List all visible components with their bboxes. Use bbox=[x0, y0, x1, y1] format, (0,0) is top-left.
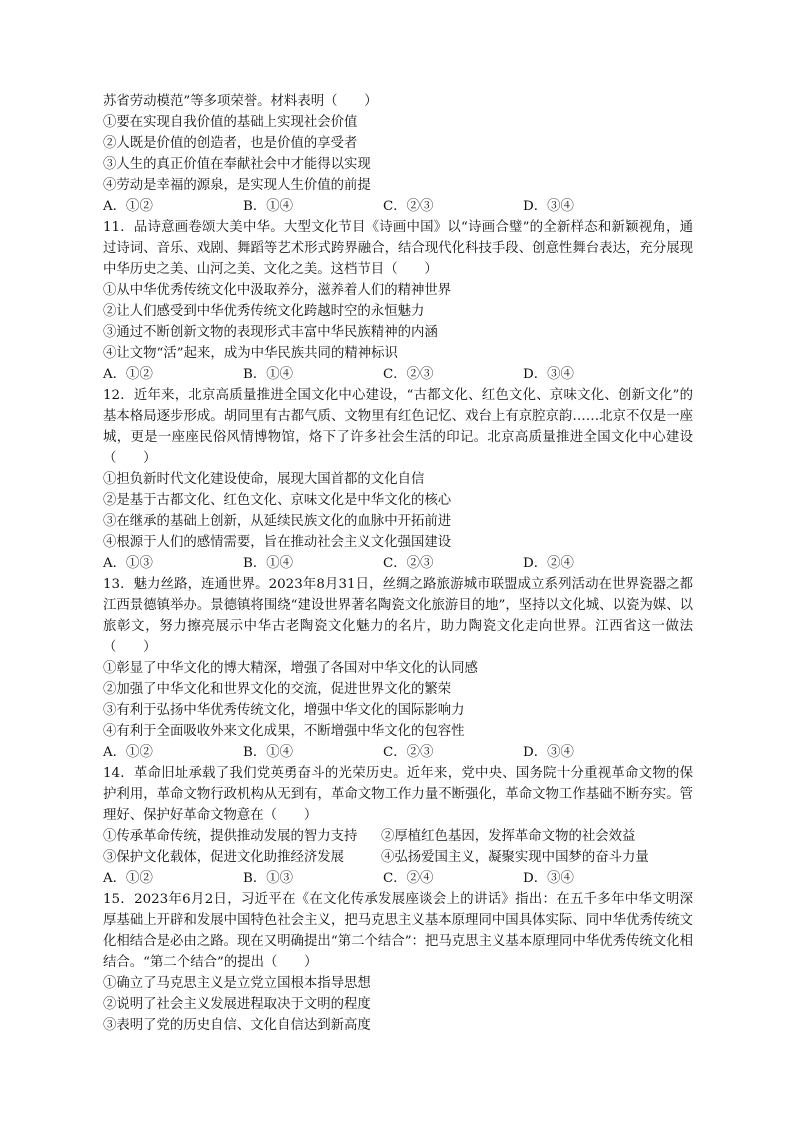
answer-options bbox=[103, 553, 693, 574]
question-11 bbox=[103, 217, 693, 385]
option-d: D．③④ bbox=[523, 745, 574, 760]
answer-options bbox=[103, 364, 693, 385]
choice-item: ①从中华优秀传统文化中汲取养分，滋养着人们的精神世界 bbox=[103, 283, 452, 298]
option-a: A．①③ bbox=[103, 556, 153, 571]
answer-options bbox=[103, 742, 693, 763]
choice-item: ①传承革命传统，提供推动发展的智力支持 bbox=[103, 829, 358, 844]
choice-item: ③有利于弘扬中华优秀传统文化，增强中华文化的国际影响力 bbox=[103, 703, 465, 718]
choice-item: ②让人们感受到中华优秀传统文化跨越时空的永恒魅力 bbox=[103, 304, 425, 319]
option-d: D．③④ bbox=[523, 367, 574, 382]
choice-item: ②说明了社会主义发展进程取决于文明的程度 bbox=[103, 997, 371, 1012]
choice-item: ③通过不断创新文物的表现形式丰富中华民族精神的内涵 bbox=[103, 325, 438, 340]
choice-item: ③在继承的基础上创新，从延续民族文化的血脉中开拓前进 bbox=[103, 514, 452, 529]
choice-item: ①担负新时代文化建设使命，展现大国首都的文化自信 bbox=[103, 472, 425, 487]
question-stem: 14．革命旧址承载了我们党英勇奋斗的光荣历史。近年来，党中央、国务院十分重视革命文物的保护利用，革命文物行政机构从无到有，革命文物工作力量不断强化，革命文物工作基础不断夯实。管理好、保护好革命文物意在（ ） bbox=[103, 766, 693, 823]
option-b: B．①④ bbox=[243, 367, 294, 382]
question-13 bbox=[103, 574, 693, 763]
option-b: B．①④ bbox=[243, 745, 294, 760]
choice-item: ②是基于古都文化、红色文化、京味文化是中华文化的核心 bbox=[103, 493, 452, 508]
choice-item: ④根源于人们的感情需要，旨在推动社会主义文化强国建设 bbox=[103, 535, 452, 550]
option-d: D．②④ bbox=[523, 556, 574, 571]
choice-item: ④让文物“活”起来，成为中华民族共同的精神标识 bbox=[103, 346, 398, 361]
option-a: A．①② bbox=[103, 367, 153, 382]
choice-row bbox=[103, 847, 693, 868]
option-d: D．③④ bbox=[523, 199, 574, 214]
question-15 bbox=[103, 889, 693, 1036]
option-b: B．①④ bbox=[243, 199, 294, 214]
option-a: A．①② bbox=[103, 199, 153, 214]
choice-item: ①彰显了中华文化的博大精深，增强了各国对中华文化的认同感 bbox=[103, 661, 478, 676]
option-c: C．②③ bbox=[383, 745, 434, 760]
question-stem: 苏省劳动模范”等多项荣誉。材料表明（ ） bbox=[103, 94, 378, 109]
choice-item: ④劳动是幸福的源泉，是实现人生价值的前提 bbox=[103, 178, 371, 193]
choice-item: ②加强了中华文化和世界文化的交流，促进世界文化的繁荣 bbox=[103, 682, 452, 697]
choice-item: ②人既是价值的创造者，也是价值的享受者 bbox=[103, 136, 358, 151]
question-12 bbox=[103, 385, 693, 574]
option-c: C．②③ bbox=[383, 367, 434, 382]
choice-item: ③保护文化载体，促进文化助推经济发展 bbox=[103, 850, 345, 865]
answer-options bbox=[103, 196, 693, 217]
choice-item: ②厚植红色基因，发挥革命文物的社会效益 bbox=[381, 829, 636, 844]
question-10 bbox=[103, 91, 693, 217]
answer-options bbox=[103, 868, 693, 889]
choice-item: ③表明了党的历史自信、文化自信达到新高度 bbox=[103, 1018, 371, 1033]
option-b: B．①④ bbox=[243, 556, 294, 571]
choice-item: ④有利于全面吸收外来文化成果，不断增强中华文化的包容性 bbox=[103, 724, 465, 739]
option-c: C．②④ bbox=[383, 871, 434, 886]
choice-item: ④弘扬爱国主义，凝聚实现中国梦的奋斗力量 bbox=[381, 850, 649, 865]
option-b: B．①③ bbox=[243, 871, 294, 886]
question-stem: 15．2023年6月2日，习近平在《在文化传承发展座谈会上的讲话》指出：在五千多年中华文明深厚基础上开辟和发展中国特色社会主义，把马克思主义基本原理同中国具体实际、同中华优秀传统文化相结合是必由之路。现在又明确提出“第二个结合”：把马克思主义基本原理同中华优秀传统文化相结合。“第二个结合”的提出（ ） bbox=[103, 892, 693, 970]
option-a: A．①② bbox=[103, 871, 153, 886]
choice-item: ①确立了马克思主义是立党立国根本指导思想 bbox=[103, 976, 371, 991]
question-stem: 11．品诗意画卷颂大美中华。大型文化节目《诗画中国》以“诗画合璧”的全新样态和新颖视角，通过诗词、音乐、戏剧、舞蹈等艺术形式跨界融合，结合现代化科技手段、创意性舞台表达，充分展现中华历史之美、山河之美、文化之美。这档节目（ ） bbox=[103, 220, 693, 277]
question-stem: 12．近年来，北京高质量推进全国文化中心建设，“古都文化、红色文化、京味文化、创新文化”的基本格局逐步形成。胡同里有古都气质、文物里有红色记忆、戏台上有京腔京韵……北京不仅是一座城，更是一座座民俗风情博物馆，烙下了许多社会生活的印记。北京高质量推进全国文化中心建设（ ） bbox=[103, 388, 693, 466]
choice-item: ①要在实现自我价值的基础上实现社会价值 bbox=[103, 115, 358, 130]
choice-item: ③人生的真正价值在奉献社会中才能得以实现 bbox=[103, 157, 371, 172]
choice-row bbox=[103, 826, 693, 847]
option-c: C．②③ bbox=[383, 556, 434, 571]
option-d: D．③④ bbox=[523, 871, 574, 886]
question-14 bbox=[103, 763, 693, 889]
option-a: A．①② bbox=[103, 745, 153, 760]
option-c: C．②③ bbox=[383, 199, 434, 214]
question-stem: 13．魅力丝路，连通世界。2023年8月31日，丝绸之路旅游城市联盟成立系列活动在世界瓷器之都江西景德镇举办。景德镇将围绕“建设世界著名陶瓷文化旅游目的地”，坚持以文化城、以瓷为媒、以旅彰文，努力擦亮展示中华古老陶瓷文化魅力的名片，助力陶瓷文化走向世界。江西省这一做法（ ） bbox=[103, 577, 693, 655]
exam-content bbox=[103, 91, 693, 1036]
